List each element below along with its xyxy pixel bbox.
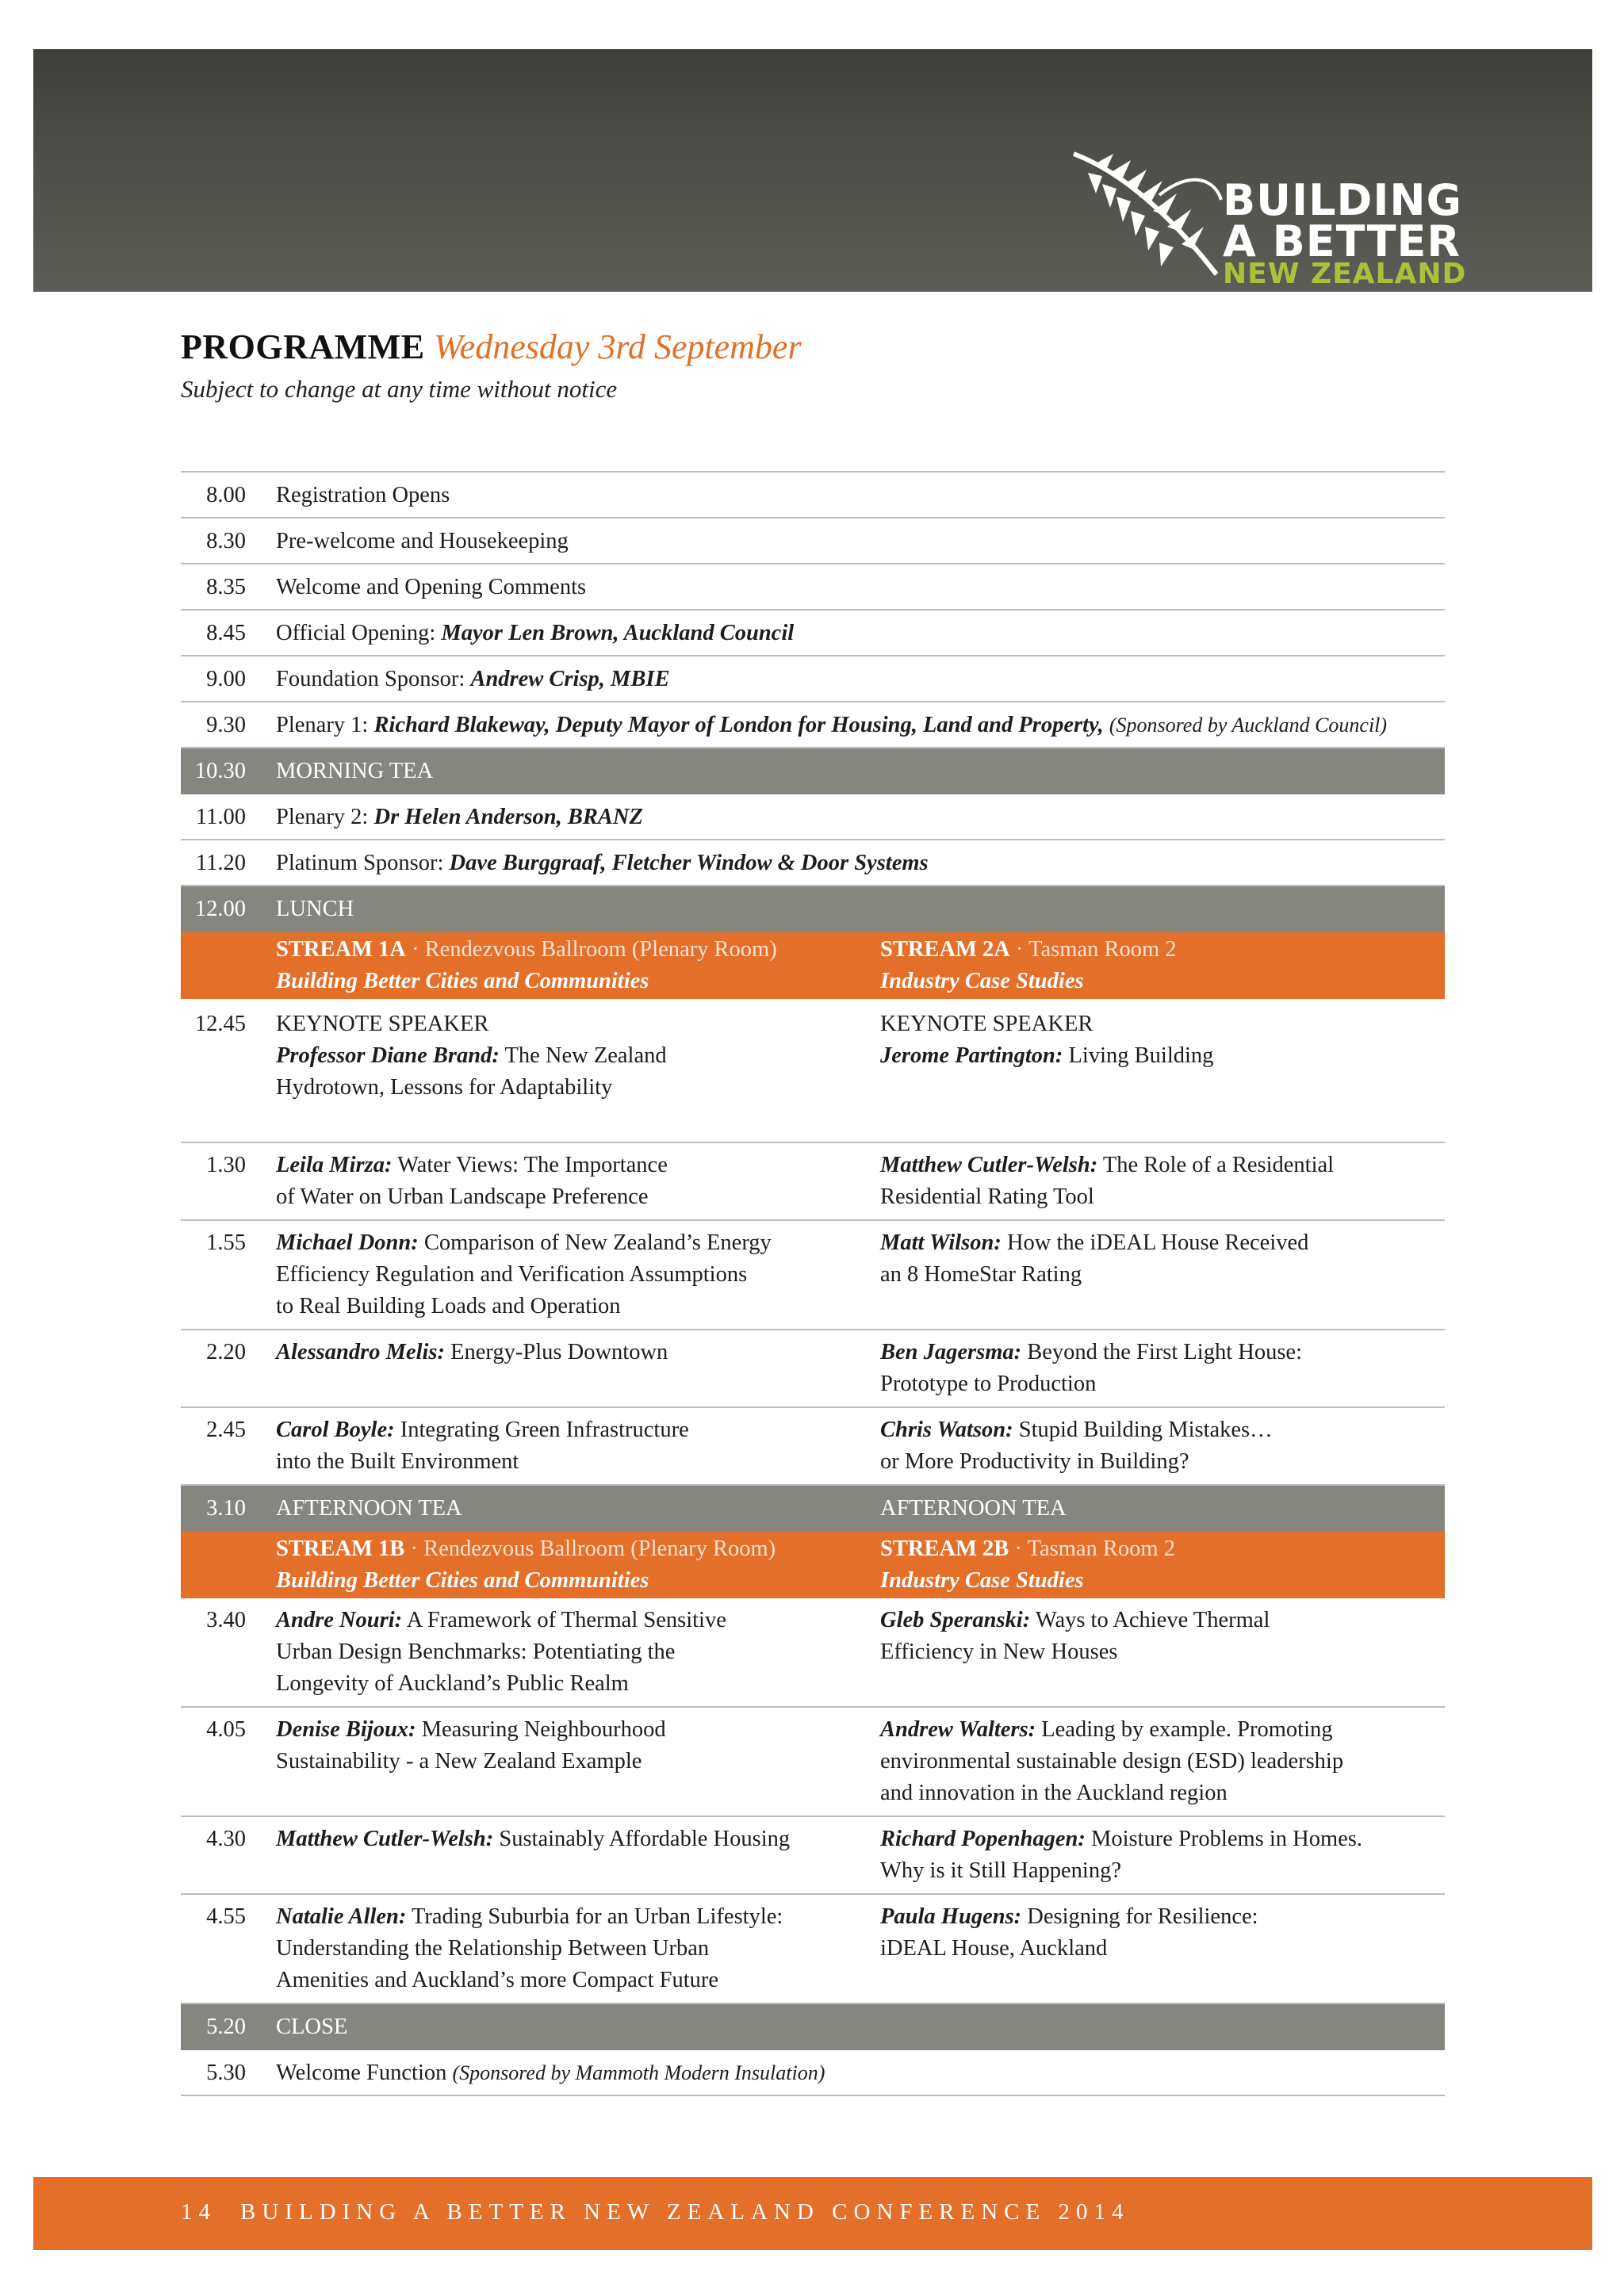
break-label: CLOSE [276,2015,348,2039]
stream-room: Rendezvous Ballroom (Plenary Room) [423,1536,776,1561]
session-row [181,1330,1445,1408]
speaker-name: Richard Blakeway, Deputy Mayor of London for Housing, Land and Property, [373,713,1104,737]
session-line [276,1714,666,1746]
speaker-name: Dave Burggraaf, Fletcher Window & Door Systems [449,851,929,875]
stream-room: Tasman Room 2 [1028,937,1177,962]
session-row [181,1598,1445,1708]
programme-heading: PROGRAMME [181,327,425,366]
session-row [181,1408,1445,1486]
header-band [33,49,1592,292]
session-title: Beyond the First Light House: [1021,1340,1302,1364]
session-line [880,1605,1270,1636]
row-text: Welcome and Opening Comments [276,575,587,599]
session-title: A Framework of Thermal Sensitive [402,1608,726,1632]
speaker-name: Andrew Crisp, MBIE [470,667,670,691]
speaker-name: Paula Hugens: [880,1904,1022,1929]
row-content [276,2057,825,2089]
schedule-row [181,610,1445,656]
footer-text [181,2199,1129,2225]
row-time: 8.45 [206,621,246,645]
row-time: 11.20 [195,851,246,875]
row-time: 2.20 [206,1340,246,1364]
row-label: Plenary 1: [276,713,374,737]
row-time: 10.30 [194,759,246,783]
row-text: Pre-welcome and Housekeeping [276,529,569,553]
session-title: Measuring Neighbourhood [416,1717,666,1742]
speaker-name: Andre Nouri: [276,1608,403,1632]
footer-conference-title: BUILDING A BETTER NEW ZEALAND CONFERENCE 2014 [240,2199,1130,2225]
session-title-cont: Urban Design Benchmarks: Potentiating the [276,1640,676,1664]
break-bar-morning-tea [181,748,1445,794]
stream-separator: · [404,1536,424,1561]
keynote-heading: KEYNOTE SPEAKER [276,1012,489,1036]
row-label: Foundation Sponsor: [276,667,471,691]
row-content [276,802,643,833]
session-title-cont: and innovation in the Auckland region [880,1781,1228,1805]
programme-schedule [181,471,1445,2096]
stream-2a-title [880,934,1177,966]
schedule-row [181,702,1445,748]
session-title-cont: Efficiency Regulation and Verification Assumptions [276,1262,748,1287]
session-title-cont: iDEAL House, Auckland [880,1936,1108,1961]
row-time: 2.45 [206,1418,246,1442]
speaker-name: Richard Popenhagen: [880,1827,1086,1851]
row-label: Official Opening: [276,621,442,645]
session-line [276,1150,668,1181]
speaker-name: Matthew Cutler-Welsh: [276,1827,494,1851]
stream-room: Tasman Room 2 [1027,1536,1175,1561]
session-line [276,1227,772,1259]
page-subtitle: Subject to change at any time without notice [181,375,618,403]
keynote-row [181,999,1445,1143]
row-time: 5.20 [206,2015,246,2039]
logo-line-new-zealand: NEW ZEALAND [1223,258,1467,290]
stream-separator: · [1009,937,1029,962]
session-line [276,1040,667,1072]
schedule-row [181,473,1445,519]
row-time: 8.35 [206,575,246,599]
session-title: Designing for Resilience: [1021,1904,1258,1929]
row-label: Plenary 2: [276,805,374,829]
session-line [880,1150,1334,1181]
stream-theme: Industry Case Studies [880,969,1084,993]
logo-line-building: BUILDING [1223,175,1462,225]
row-time: 8.00 [206,483,246,507]
stream-1a-title [276,934,777,966]
break-label: AFTERNOON TEA [276,1496,462,1521]
session-title: Leading by example. Promoting [1036,1717,1333,1742]
logo [1064,147,1492,290]
stream-name: STREAM 2A [880,937,1010,962]
session-title: Energy-Plus Downtown [445,1340,668,1364]
session-title-cont: Understanding the Relationship Between Urban [276,1936,710,1961]
row-label: Platinum Sponsor: [276,851,450,875]
speaker-name: Natalie Allen: [276,1904,407,1929]
session-line [880,1901,1258,1933]
speaker-name: Matt Wilson: [880,1230,1002,1255]
session-line [880,1337,1302,1368]
speaker-name: Michael Donn: [276,1230,419,1255]
session-line [880,1227,1308,1259]
session-title: Integrating Green Infrastructure [394,1418,689,1442]
row-label: Welcome Function [276,2061,453,2085]
session-title-cont: environmental sustainable design (ESD) leadership [880,1749,1344,1774]
sponsor-note: (Sponsored by Auckland Council) [1109,714,1388,737]
session-title-cont: of Water on Urban Landscape Preference [276,1184,649,1209]
session-title-cont: into the Built Environment [276,1449,519,1474]
speaker-name: Gleb Speranski: [880,1608,1031,1632]
stream-name: STREAM 1B [276,1536,405,1561]
schedule-row [181,794,1445,840]
break-bar-close [181,2004,1445,2050]
session-title-cont: Longevity of Auckland’s Public Realm [276,1671,629,1696]
session-title-cont: or More Productivity in Building? [880,1449,1189,1474]
row-time: 9.30 [206,713,246,737]
schedule-row [181,656,1445,702]
stream-name: STREAM 1A [276,937,406,962]
programme-date: Wednesday 3rd September [434,327,802,366]
row-time: 12.00 [194,897,246,921]
session-title: Sustainably Affordable Housing [493,1827,791,1851]
page-title [181,327,1450,367]
session-title: How the iDEAL House Received [1001,1230,1309,1255]
stream-separator: · [405,937,425,962]
session-title: Stupid Building Mistakes… [1013,1418,1273,1442]
session-line [276,1337,668,1368]
row-time: 4.55 [206,1904,246,1929]
row-time: 5.30 [206,2061,246,2085]
stream-header-b [181,1532,1445,1598]
session-title: The New Zealand [499,1043,667,1068]
schedule-row [181,840,1445,886]
row-time: 3.40 [206,1608,246,1632]
row-time: 12.45 [194,1012,246,1036]
row-content [276,664,669,695]
break-bar-lunch [181,886,1445,932]
session-title: Water Views: The Importance [392,1153,668,1177]
page-number: 14 [181,2199,216,2225]
stream-header-a [181,932,1445,999]
speaker-name: Chris Watson: [880,1418,1013,1442]
stream-name: STREAM 2B [880,1536,1009,1561]
speaker-name: Mayor Len Brown, Auckland Council [441,621,795,645]
session-title-cont: to Real Building Loads and Operation [276,1294,621,1318]
schedule-row [181,564,1445,610]
break-label: AFTERNOON TEA [880,1496,1067,1521]
session-row [181,1895,1445,2004]
session-title: Living Building [1063,1043,1214,1068]
session-line [276,1823,790,1855]
session-title-cont: an 8 HomeStar Rating [880,1262,1082,1287]
row-time: 1.55 [206,1230,246,1255]
session-title: Moisture Problems in Homes. [1085,1827,1363,1851]
stream-separator: · [1009,1536,1028,1561]
session-row [181,1143,1445,1221]
speaker-name: Dr Helen Anderson, BRANZ [373,805,643,829]
schedule-row [181,2050,1445,2096]
break-label: LUNCH [276,897,354,921]
row-time: 3.10 [206,1496,246,1521]
speaker-name: Professor Diane Brand: [276,1043,500,1068]
title-block [181,327,1450,404]
session-title-cont: Sustainability - a New Zealand Example [276,1749,642,1774]
stream-2b-title [880,1533,1175,1565]
row-time: 4.30 [206,1827,246,1851]
sponsor-note: (Sponsored by Mammoth Modern Insulation) [452,2061,825,2084]
speaker-name: Alessandro Melis: [276,1340,445,1364]
session-row [181,1708,1445,1817]
session-line [276,1605,726,1636]
session-title: Ways to Achieve Thermal [1030,1608,1270,1632]
session-line [880,1414,1273,1446]
speaker-name: Leila Mirza: [276,1153,393,1177]
session-line [880,1823,1362,1855]
session-line [276,1414,689,1446]
row-content [276,710,1387,741]
session-title-cont: Hydrotown, Lessons for Adaptability [276,1075,613,1100]
speaker-name: Jerome Partington: [880,1043,1063,1068]
session-title-cont: Residential Rating Tool [880,1184,1094,1209]
session-title-cont: Prototype to Production [880,1372,1097,1396]
session-title: The Role of a Residential [1097,1153,1335,1177]
stream-theme: Building Better Cities and Communities [276,1568,649,1593]
keynote-heading: KEYNOTE SPEAKER [880,1012,1094,1036]
row-text: Registration Opens [276,483,450,507]
stream-theme: Industry Case Studies [880,1568,1084,1593]
row-content [276,618,794,649]
speaker-name: Carol Boyle: [276,1418,395,1442]
stream-room: Rendezvous Ballroom (Plenary Room) [424,937,777,962]
row-time: 1.30 [206,1153,246,1177]
session-line [276,1901,783,1933]
session-title-cont: Efficiency in New Houses [880,1640,1118,1664]
session-row [181,1221,1445,1330]
session-title: Comparison of New Zealand’s Energy [418,1230,772,1255]
row-time: 11.00 [195,805,246,829]
speaker-name: Ben Jagersma: [880,1340,1022,1364]
stream-theme: Building Better Cities and Communities [276,969,649,993]
stream-1b-title [276,1533,776,1565]
break-label: MORNING TEA [276,759,434,783]
footer-band [33,2177,1592,2250]
row-content [276,848,929,879]
session-line [880,1714,1333,1746]
fern-logo-icon [1064,147,1223,282]
schedule-row [181,519,1445,564]
row-time: 9.00 [206,667,246,691]
session-title-cont: Why is it Still Happening? [880,1858,1121,1883]
session-row [181,1817,1445,1895]
session-title-cont: Amenities and Auckland’s more Compact Future [276,1968,719,1992]
row-time: 4.05 [206,1717,246,1742]
session-line [880,1040,1213,1072]
speaker-name: Matthew Cutler-Welsh: [880,1153,1098,1177]
session-title: Trading Suburbia for an Urban Lifestyle: [406,1904,783,1929]
logo-line-a-better: A BETTER [1223,216,1461,266]
break-bar-afternoon-tea [181,1486,1445,1532]
speaker-name: Denise Bijoux: [276,1717,416,1742]
speaker-name: Andrew Walters: [880,1717,1036,1742]
row-time: 8.30 [206,529,246,553]
